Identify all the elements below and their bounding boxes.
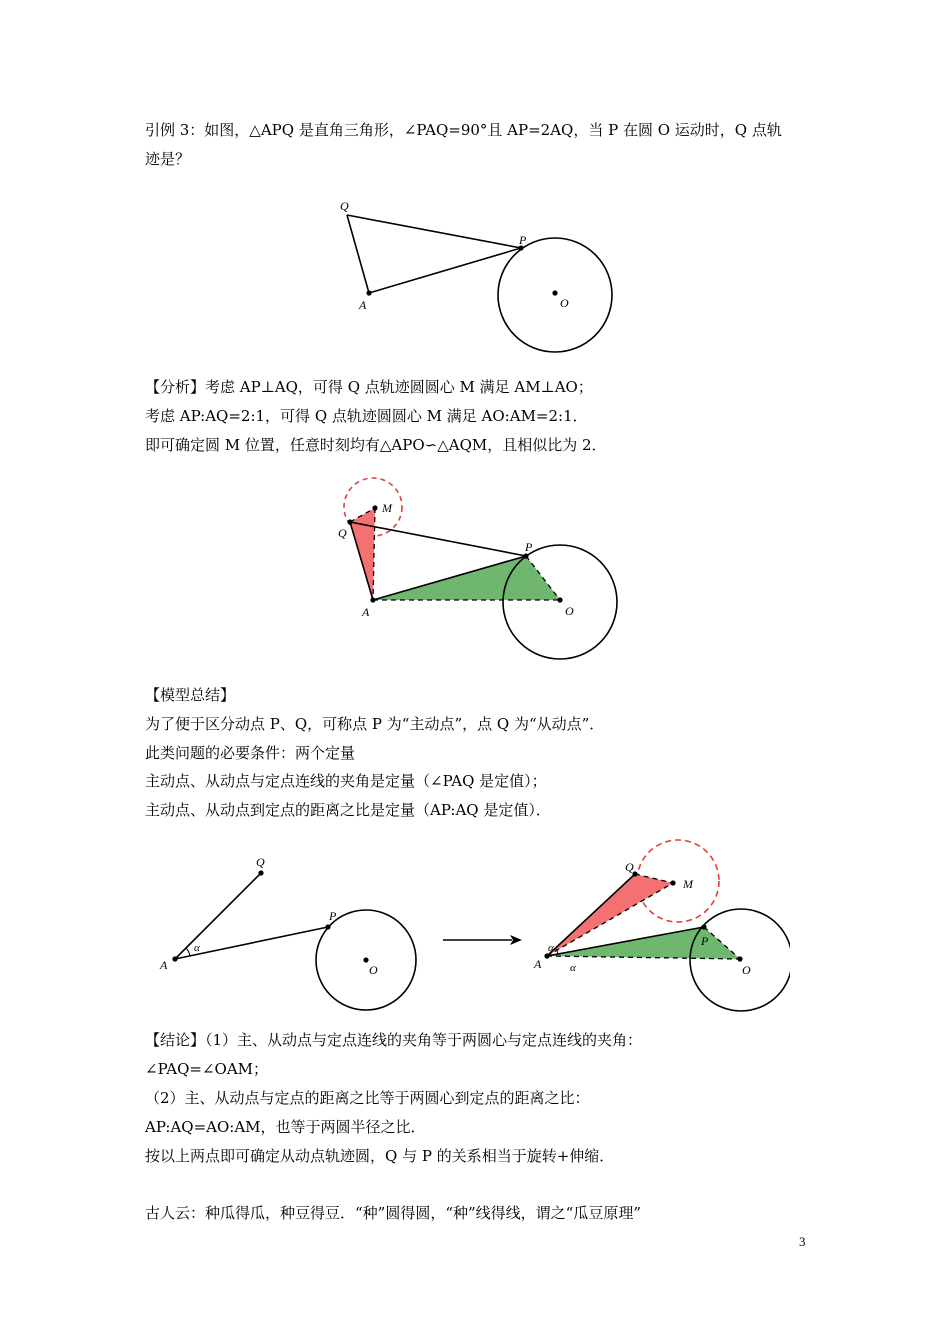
label-m: M <box>683 877 693 891</box>
label-a: A <box>534 957 542 971</box>
example-line-1: 引例 3：如图，△APQ 是直角三角形，∠PAQ=90°且 AP=2AQ，当 P 在圆 O 运动时，Q 点轨 <box>145 121 782 139</box>
label-alpha: α <box>194 942 200 954</box>
label-p: P <box>329 909 337 923</box>
example-line-2: 迹是？ <box>145 150 191 168</box>
segment-qa <box>347 215 369 293</box>
label-q: Q <box>340 199 349 213</box>
model-line-4: 主动点、从动点到定点的距离之比是定量（AP:AQ 是定值）． <box>145 801 551 819</box>
label-alpha-1: α <box>548 942 554 954</box>
model-line-3: 主动点、从动点与定点连线的夹角是定量（∠PAQ 是定值）； <box>145 772 547 790</box>
label-o: O <box>560 296 569 310</box>
conclusion-line-4: AP:AQ=AO:AM，也等于两圆半径之比． <box>145 1118 426 1136</box>
label-alpha-2: α <box>570 962 576 974</box>
analysis-line-2: 考虑 AP:AQ=2:1，可得 Q 点轨迹圆圆心 M 满足 AO:AM=2:1． <box>145 407 588 425</box>
segment-qp <box>347 215 521 248</box>
model-line-2: 此类问题的必要条件：两个定量 <box>145 744 356 762</box>
analysis-line-1: 【分析】考虑 AP⊥AQ，可得 Q 点轨迹圆圆心 M 满足 AM⊥AO； <box>145 378 593 396</box>
figure-3 <box>150 830 790 1020</box>
label-o: O <box>369 963 378 977</box>
model-line-1: 为了便于区分动点 P、Q，可称点 P 为“主动点”，点 Q 为“从动点”． <box>145 715 605 733</box>
point-a <box>366 290 371 295</box>
saying: 古人云：种瓜得瓜，种豆得豆．“种”圆得圆，“种”线得线，谓之“瓜豆原理” <box>145 1204 642 1222</box>
label-o: O <box>742 963 751 977</box>
label-m: M <box>382 501 392 515</box>
label-q: Q <box>338 526 347 540</box>
label-a: A <box>362 605 370 619</box>
point-o <box>552 290 557 295</box>
label-a: A <box>359 298 367 312</box>
label-q: Q <box>256 855 265 869</box>
figure-1 <box>330 195 630 360</box>
conclusion-line-3: （2）主、从动点与定点的距离之比等于两圆心到定点的距离之比： <box>145 1089 590 1107</box>
conclusion-line-1: 【结论】（1）主、从动点与定点连线的夹角等于两圆心与定点连线的夹角： <box>145 1031 643 1049</box>
label-p: P <box>519 233 527 247</box>
label-p: P <box>525 540 533 554</box>
triangle-apo <box>373 556 560 600</box>
arrow-icon <box>443 935 522 945</box>
label-o: O <box>565 604 574 618</box>
label-a: A <box>160 958 168 972</box>
page-number: 3 <box>799 1234 806 1249</box>
figure-3-left <box>159 855 416 1010</box>
triangle-aqm <box>350 508 375 600</box>
conclusion-line-2: ∠PAQ=∠OAM； <box>145 1060 269 1078</box>
figure-2 <box>330 470 630 665</box>
model-heading: 【模型总结】 <box>145 686 236 704</box>
analysis-line-3: 即可确定圆 M 位置，任意时刻均有△APO∽△AQM，且相似比为 2． <box>145 436 607 454</box>
conclusion-line-5: 按以上两点即可确定从动点轨迹圆，Q 与 P 的关系相当于旋转+伸缩． <box>145 1147 615 1165</box>
label-q: Q <box>625 860 634 874</box>
figure-3-right <box>533 840 790 1011</box>
label-p: P <box>701 934 709 948</box>
